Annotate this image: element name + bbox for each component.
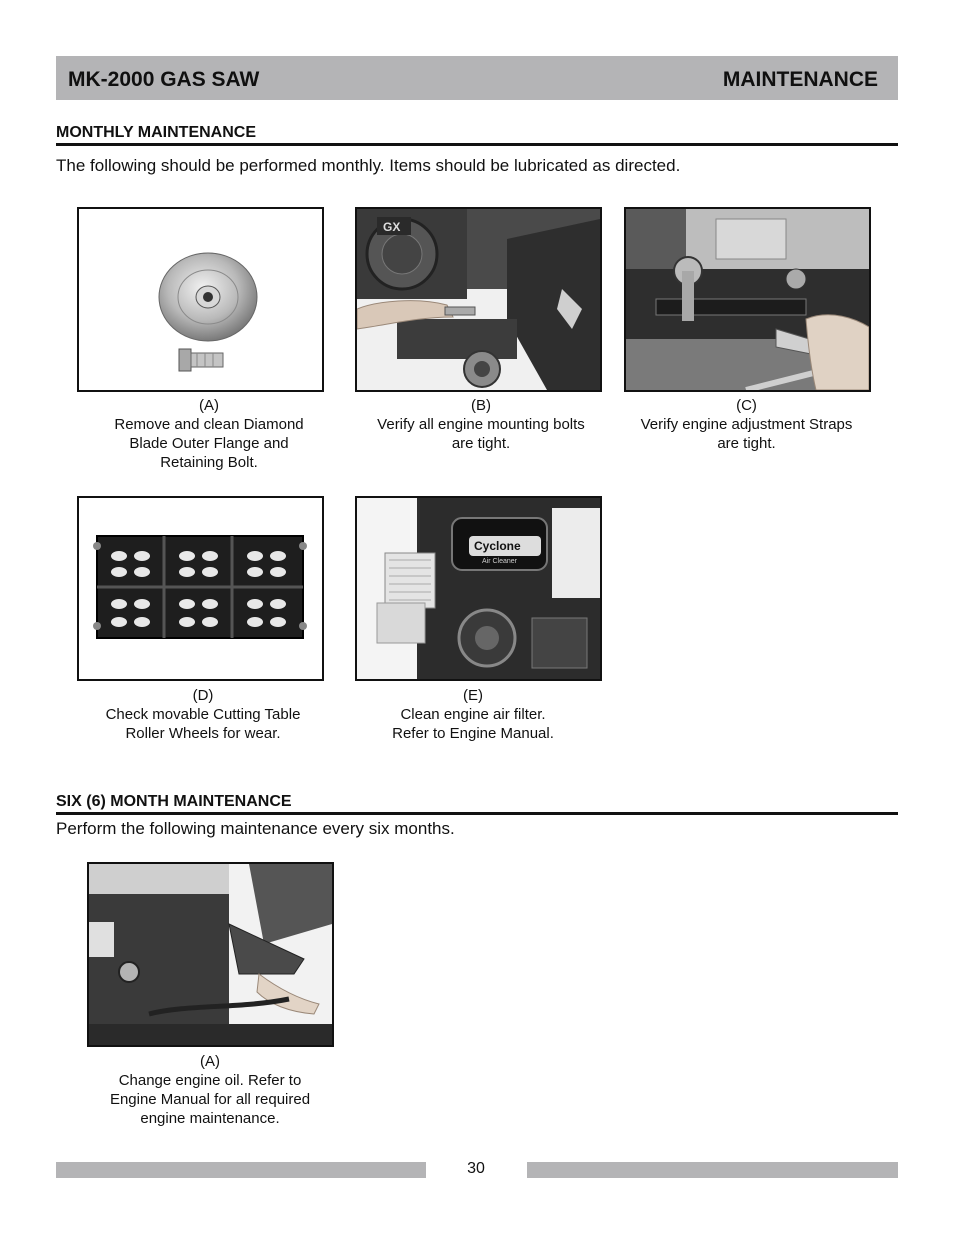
section-heading: MAINTENANCE xyxy=(722,68,878,91)
monthly-maintenance-title: MONTHLY MAINTENANCE xyxy=(56,124,898,146)
caption-label: (A) xyxy=(199,397,219,414)
air-cleaner-logo-text: Air Cleaner xyxy=(482,558,518,565)
six-month-intro: Perform the following maintenance every six months. xyxy=(56,819,455,838)
caption-line: are tight. xyxy=(717,435,776,452)
engine-bolts-illustration xyxy=(357,209,600,390)
adjustment-straps-illustration xyxy=(626,209,869,390)
header-bar xyxy=(56,56,898,100)
cyclone-logo-text: Cyclone xyxy=(474,539,521,553)
oil-change-illustration xyxy=(89,864,332,1045)
photo-adjustment-straps xyxy=(624,207,871,392)
flange-bolt-illustration xyxy=(79,209,322,390)
caption-line: Retaining Bolt. xyxy=(160,454,258,471)
caption-line: Roller Wheels for wear. xyxy=(125,725,281,742)
caption-label: (E) xyxy=(463,687,483,704)
photo-cutting-table xyxy=(77,496,324,681)
caption-monthly-e xyxy=(355,686,591,743)
photo-air-filter xyxy=(355,496,602,681)
monthly-intro: The following should be performed monthly. Items should be lubricated as directed. xyxy=(56,156,681,175)
caption-label: (C) xyxy=(736,397,757,414)
caption-label: (A) xyxy=(200,1053,220,1070)
cutting-table-illustration xyxy=(79,498,322,679)
footer-bar-right xyxy=(527,1162,898,1178)
footer-bar-left xyxy=(56,1162,426,1178)
caption-line: Engine Manual for all required xyxy=(109,1091,311,1108)
caption-monthly-d xyxy=(77,686,329,743)
caption-label: (B) xyxy=(471,397,491,414)
caption-line: Change engine oil. Refer to xyxy=(118,1072,302,1089)
caption-line: Check movable Cutting Table xyxy=(105,706,301,723)
six-month-maintenance-title: SIX (6) MONTH MAINTENANCE xyxy=(56,793,898,815)
caption-line: Clean engine air filter. xyxy=(400,706,546,723)
manual-title: MK-2000 GAS SAW xyxy=(68,68,260,91)
caption-line: Remove and clean Diamond xyxy=(114,416,304,433)
caption-line: Verify all engine mounting bolts xyxy=(377,416,585,433)
photo-blade-flange xyxy=(77,207,324,392)
caption-line: Refer to Engine Manual. xyxy=(392,725,554,742)
gx-logo-text: GX xyxy=(383,220,401,234)
page-number: 30 xyxy=(467,1160,485,1177)
caption-line: engine maintenance. xyxy=(140,1110,280,1127)
caption-label: (D) xyxy=(192,687,214,704)
photo-engine-bolts xyxy=(355,207,602,392)
caption-monthly-c xyxy=(624,396,869,453)
air-filter-illustration xyxy=(357,498,600,679)
caption-line: are tight. xyxy=(451,435,511,452)
caption-monthly-b xyxy=(355,396,607,453)
caption-monthly-a xyxy=(77,396,341,472)
photo-oil-change xyxy=(87,862,334,1047)
caption-line: Blade Outer Flange and xyxy=(129,435,289,452)
caption-line: Verify engine adjustment Straps xyxy=(640,416,853,433)
caption-six-month-a xyxy=(87,1052,333,1128)
